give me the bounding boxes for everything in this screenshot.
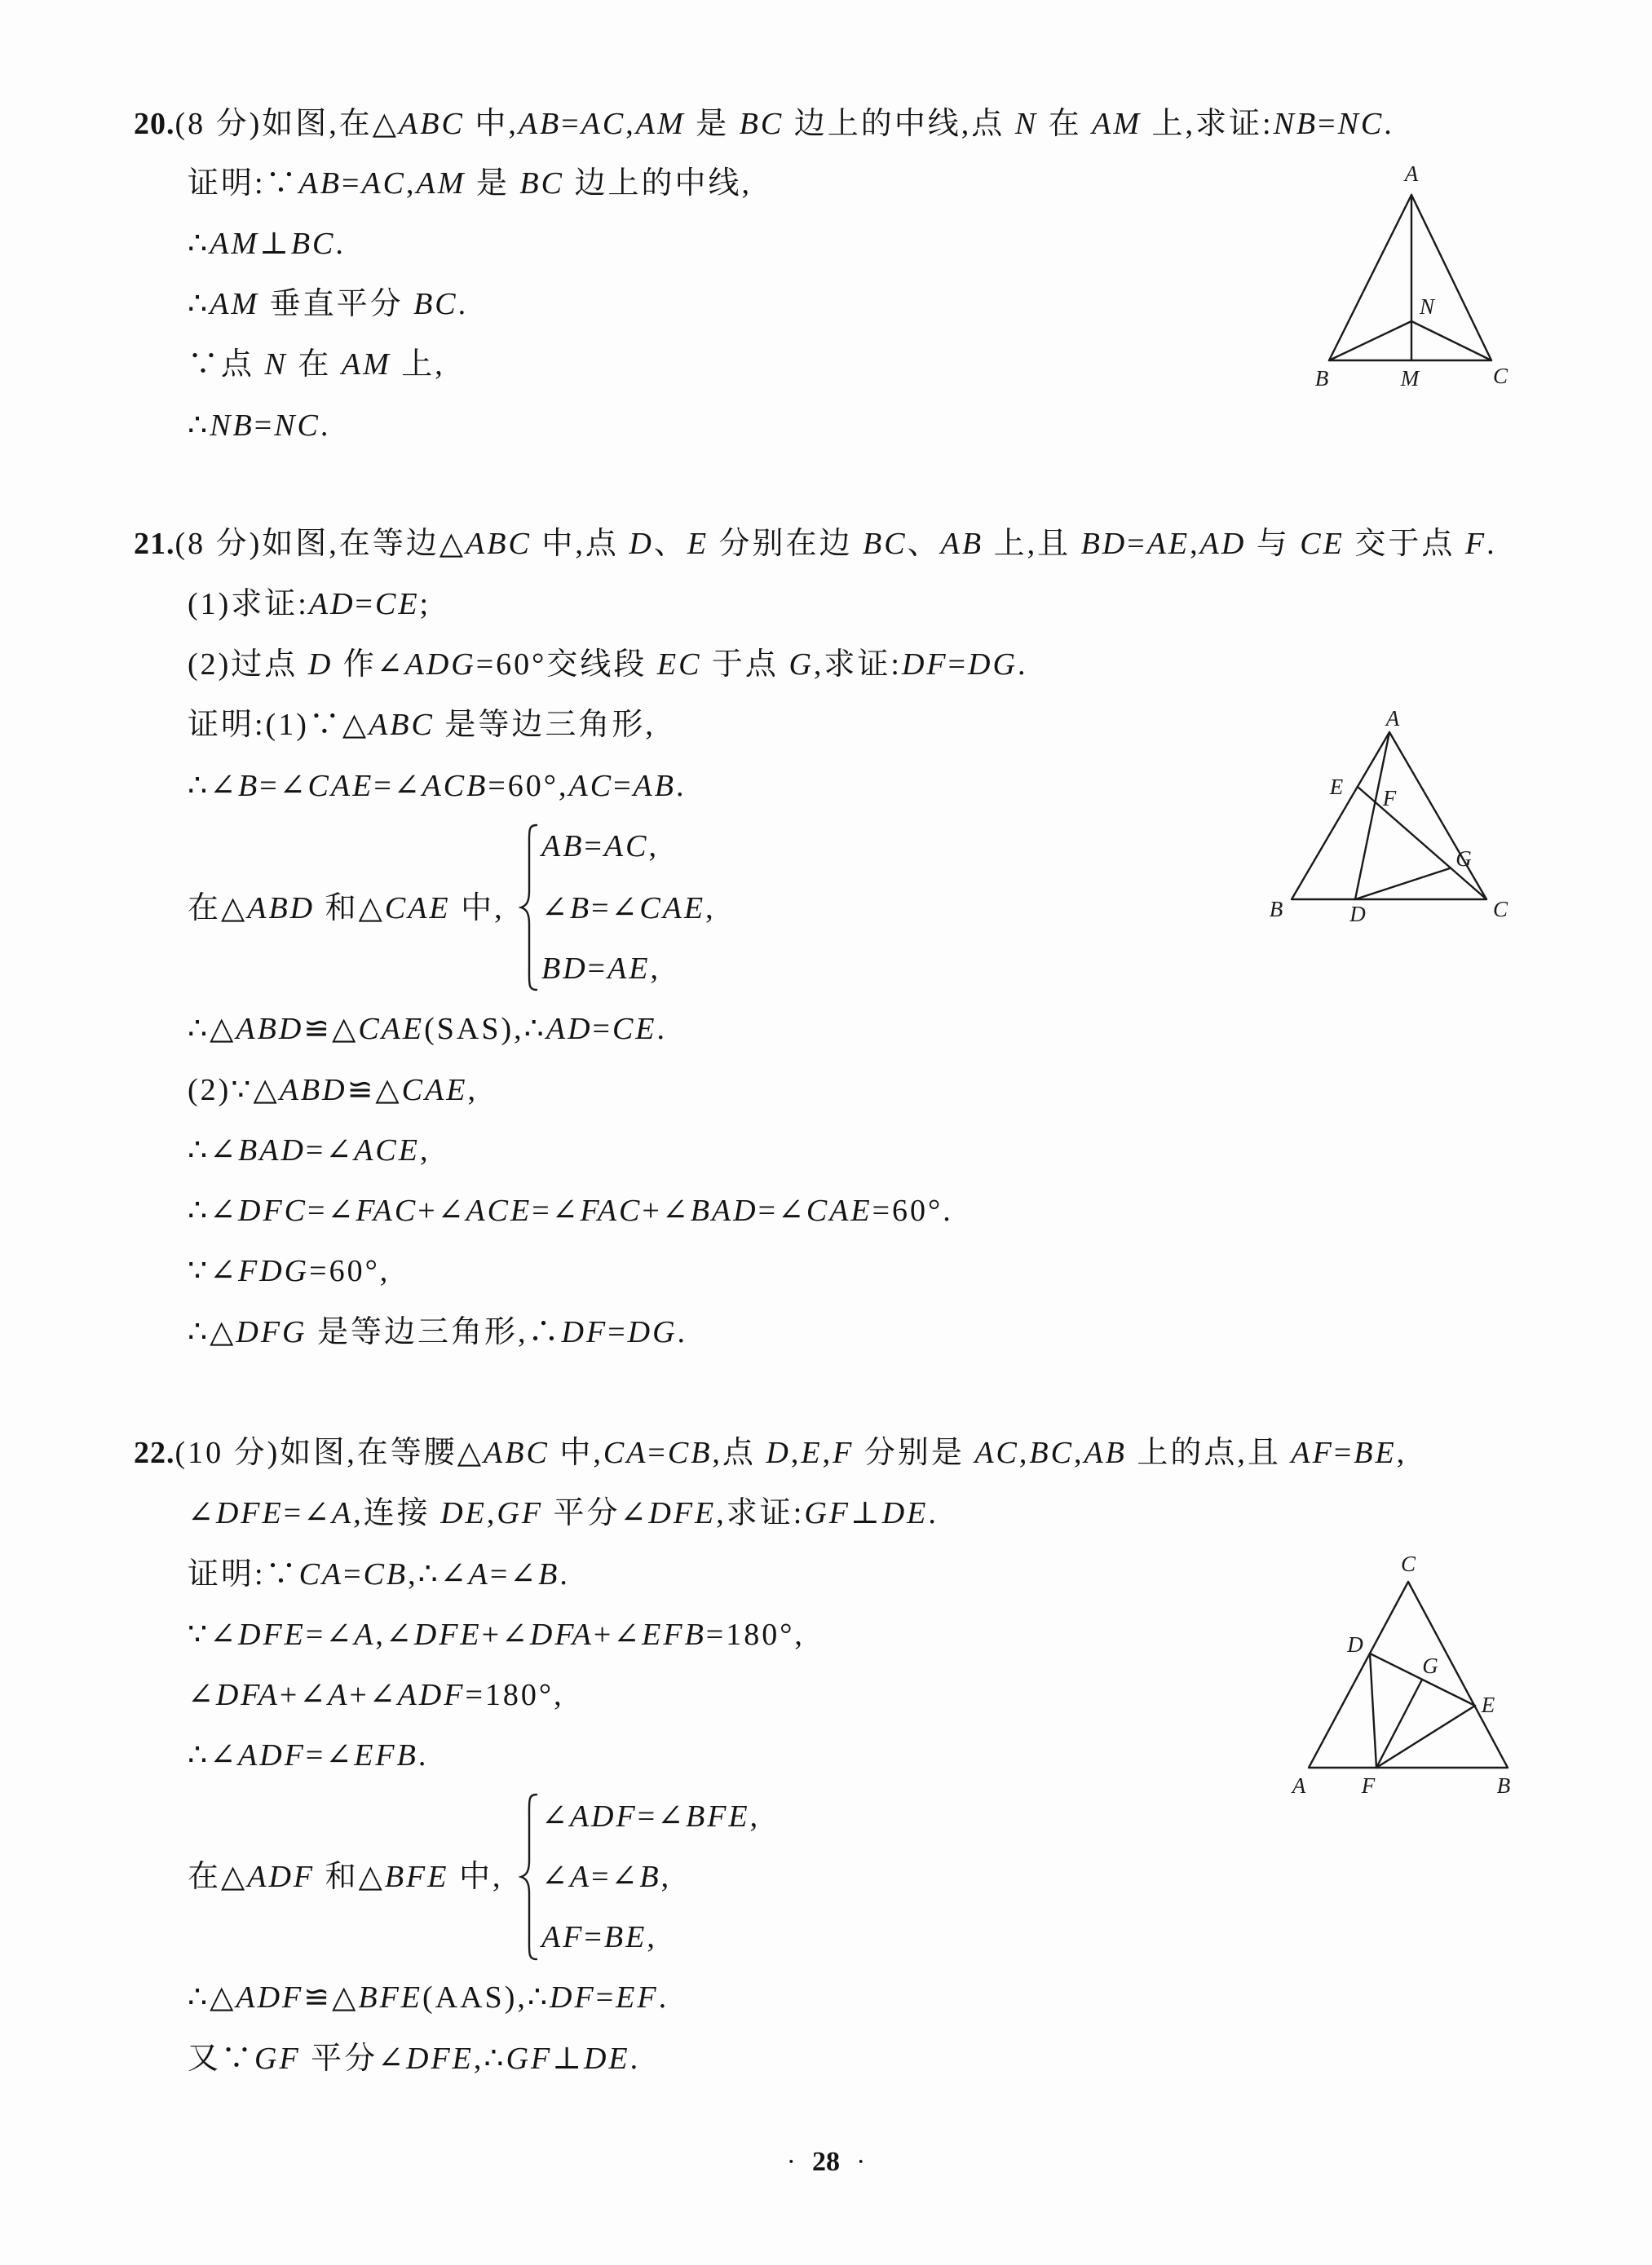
vertex-label-c: C <box>1400 1552 1416 1576</box>
point-label-g: G <box>1422 1653 1438 1678</box>
math-variable: DFE <box>215 1496 284 1530</box>
math-variable: N <box>264 347 288 382</box>
point-label-e: E <box>1329 775 1344 799</box>
math-variable: DFC <box>238 1194 308 1228</box>
math-variable: DG <box>968 647 1018 682</box>
triangle-abc <box>1329 195 1491 360</box>
math-variable: AB <box>518 107 562 141</box>
proof-line: ∵∠FDG=60°, <box>188 1254 391 1288</box>
system-condition: ∠A=∠B, <box>541 1860 672 1894</box>
problem-text: (10 分)如图,在等腰△ABC 中,CA=CB,点 D,E,F 分别是 AC,BC,AB 上的点,且 AF=BE, <box>174 1436 1407 1470</box>
math-variable: AD <box>308 587 356 621</box>
problem-22-stem <box>134 1423 1407 1483</box>
math-variable: DE <box>440 1496 487 1530</box>
math-variable: AF <box>1291 1436 1334 1470</box>
segment-ce <box>1358 787 1486 899</box>
proof-line: ∴NB=NC. <box>188 408 331 443</box>
problem-20-stem <box>134 94 1394 154</box>
math-variable: NB <box>1273 107 1319 141</box>
problem-number: 20. <box>134 107 175 141</box>
math-variable: CA <box>298 1557 344 1592</box>
math-variable: ABD <box>279 1073 347 1107</box>
math-variable: EC <box>656 647 702 682</box>
left-brace-icon <box>519 823 541 992</box>
math-variable: DF <box>550 1980 596 2015</box>
point-label-f: F <box>1382 786 1397 810</box>
math-variable: CAE <box>806 1194 872 1228</box>
problem-text-continued: ∠DFE=∠A,连接 DE,GF 平分∠DFE,求证:GF⊥DE. <box>188 1496 939 1530</box>
math-variable: GF <box>254 2042 301 2076</box>
math-variable: G <box>788 647 814 682</box>
math-variable: AB <box>541 829 585 863</box>
math-variable: D <box>629 527 654 561</box>
problem-number: 21. <box>134 527 175 561</box>
math-variable: B <box>538 1557 560 1592</box>
math-variable: A <box>468 1557 490 1592</box>
point-label-e: E <box>1481 1693 1495 1717</box>
proof-line: 证明:∵AB=AC,AM 是 BC 边上的中线, <box>188 166 752 201</box>
math-variable: DFA <box>529 1618 594 1652</box>
point-label-m: M <box>1400 366 1420 391</box>
page-number-dot: · <box>786 2147 796 2177</box>
math-variable: AD <box>546 1012 593 1046</box>
math-variable: DFE <box>648 1496 717 1530</box>
math-variable: BE <box>603 1920 647 1954</box>
page-number <box>0 2132 1652 2192</box>
math-variable: EFB <box>642 1618 706 1652</box>
math-variable: CAE <box>639 891 706 925</box>
math-variable: AF <box>541 1920 585 1954</box>
math-variable: BC <box>863 527 908 561</box>
math-variable: CAE <box>401 1073 468 1107</box>
segment-df <box>1370 1653 1376 1768</box>
math-variable: DE <box>583 2042 630 2076</box>
math-variable: NC <box>274 408 320 443</box>
math-variable: FAC <box>356 1194 418 1228</box>
math-variable: DF <box>901 647 948 682</box>
math-variable: AC <box>603 829 649 863</box>
math-variable: D <box>766 1436 791 1470</box>
math-variable: CAE <box>307 769 374 803</box>
math-variable: B <box>238 769 260 803</box>
math-variable: DFA <box>215 1678 280 1712</box>
math-variable: BC <box>290 227 336 261</box>
math-variable: ABC <box>466 527 532 561</box>
point-label-n: N <box>1419 294 1435 319</box>
proof-line: ∴∠ADF=∠EFB. <box>188 1738 429 1773</box>
math-variable: ABD <box>247 891 316 925</box>
proof-line: ∴△ADF≌△BFE(AAS),∴DF=EF. <box>188 1980 669 2015</box>
vertex-label-b: B <box>1496 1773 1511 1798</box>
page-number-value: 28 <box>812 2147 840 2177</box>
math-variable: E <box>801 1436 823 1470</box>
proof-line: ∵∠DFE=∠A,∠DFE+∠DFA+∠EFB=180°, <box>188 1618 805 1652</box>
math-variable: CAE <box>384 891 451 925</box>
math-variable: CE <box>1300 527 1345 561</box>
math-variable: GF <box>506 2042 553 2076</box>
math-variable: AM <box>635 107 686 141</box>
segment-fe <box>1376 1706 1475 1768</box>
math-variable: BD <box>1080 527 1128 561</box>
math-variable: ADG <box>404 647 476 682</box>
math-variable: AC <box>581 107 626 141</box>
point-label-d: D <box>1349 902 1366 926</box>
problem-text: (8 分)如图,在等边△ABC 中,点 D、E 分别在边 BC、AB 上,且 BD=AE,AD 与 CE 交于点 F. <box>174 527 1497 561</box>
proof-line: ∴△ABD≌△CAE(SAS),∴AD=CE. <box>188 1012 668 1046</box>
proof-line: ∴AM⊥BC. <box>188 227 346 261</box>
math-variable: F <box>833 1436 855 1470</box>
math-variable: ABC <box>484 1436 550 1470</box>
vertex-label-a: A <box>1404 161 1419 186</box>
math-variable: D <box>307 647 333 682</box>
math-variable: DFE <box>238 1618 306 1652</box>
problem-number: 22. <box>134 1436 175 1470</box>
math-variable: DFG <box>236 1315 307 1349</box>
figure-21-equilateral-triangle <box>1260 697 1521 934</box>
math-variable: A <box>332 1496 354 1530</box>
vertex-label-a: A <box>1385 706 1400 731</box>
vertex-label-b: B <box>1269 897 1283 921</box>
segment-nb <box>1329 321 1411 360</box>
page-number-dot: · <box>856 2147 866 2177</box>
system-condition: ∠ADF=∠BFE, <box>541 1799 761 1834</box>
point-label-f: F <box>1361 1773 1376 1798</box>
math-variable: BC <box>1029 1436 1074 1470</box>
math-variable: GF <box>497 1496 544 1530</box>
math-variable: B <box>639 1860 661 1894</box>
math-variable: CA <box>603 1436 648 1470</box>
proof-line: ∵点 N 在 AM 上, <box>188 347 445 382</box>
math-variable: A <box>328 1678 350 1712</box>
proof-line: (2)∵△ABD≌△CAE, <box>188 1073 478 1107</box>
math-variable: EFB <box>354 1738 418 1773</box>
point-label-g: G <box>1455 846 1472 871</box>
math-variable: BAD <box>690 1194 758 1228</box>
proof-line: ∴∠DFC=∠FAC+∠ACE=∠FAC+∠BAD=∠CAE=60°. <box>188 1194 953 1228</box>
math-variable: BC <box>739 107 784 141</box>
math-variable: EF <box>616 1980 659 2015</box>
math-variable: AC <box>361 166 406 201</box>
proof-line: 证明:∵CA=CB,∴∠A=∠B. <box>188 1557 570 1592</box>
math-variable: ABC <box>399 107 465 141</box>
math-variable: BAD <box>238 1133 306 1168</box>
proof-line: ∴△DFG 是等边三角形,∴DF=DG. <box>188 1315 688 1349</box>
math-variable: DG <box>627 1315 678 1349</box>
math-variable: AB <box>298 166 342 201</box>
system-intro: 在△ABD 和△CAE 中, <box>188 891 505 925</box>
math-variable: CB <box>363 1557 409 1592</box>
problem-text: (8 分)如图,在△ABC 中,AB=AC,AM 是 BC 边上的中线,点 N 在 AM 上,求证:NB=NC. <box>174 107 1394 141</box>
triangle-abc <box>1309 1582 1508 1768</box>
vertex-label-a: A <box>1292 1773 1306 1798</box>
math-variable: CAE <box>358 1012 425 1046</box>
math-variable: AC <box>974 1436 1019 1470</box>
system-intro: 在△ADF 和△BFE 中, <box>188 1860 503 1894</box>
math-variable: AM <box>210 227 260 261</box>
math-variable: FAC <box>580 1194 643 1228</box>
math-variable: A <box>354 1618 376 1652</box>
math-variable: ACE <box>354 1133 420 1168</box>
math-variable: AE <box>607 951 651 986</box>
question-part-1: (1)求证:AD=CE; <box>188 587 431 621</box>
question-part-2: (2)过点 D 作∠ADG=60°交线段 EC 于点 G,求证:DF=DG. <box>188 647 1028 682</box>
math-variable: ABD <box>236 1012 304 1046</box>
math-variable: AC <box>568 769 614 803</box>
math-variable: AM <box>210 287 260 321</box>
math-variable: B <box>569 891 592 925</box>
math-variable: ADF <box>569 1799 638 1834</box>
system-condition: AB=AC, <box>541 829 659 863</box>
segment-nc <box>1411 321 1491 360</box>
vertex-label-c: C <box>1492 897 1508 921</box>
proof-line: 又∵GF 平分∠DFE,∴GF⊥DE. <box>188 2042 641 2076</box>
math-variable: ACE <box>466 1194 532 1228</box>
math-variable: AB <box>633 769 676 803</box>
math-variable: BE <box>1354 1436 1397 1470</box>
math-variable: CE <box>612 1012 657 1046</box>
segment-ad <box>1355 732 1389 899</box>
math-variable: NB <box>210 408 254 443</box>
math-variable: DFE <box>406 2042 474 2076</box>
math-variable: ADF <box>247 1860 316 1894</box>
math-variable: A <box>569 1860 592 1894</box>
math-variable: FDG <box>238 1254 310 1288</box>
system-condition: ∠B=∠CAE, <box>541 891 716 925</box>
math-variable: ADF <box>238 1738 306 1773</box>
math-variable: AD <box>1199 527 1247 561</box>
math-variable: ACB <box>422 769 488 803</box>
proof-line: ∴∠BAD=∠ACE, <box>188 1133 431 1168</box>
proof-line: 证明:(1)∵△ABC 是等边三角形, <box>188 708 656 742</box>
math-variable: BD <box>541 951 588 986</box>
system-condition: AF=BE, <box>541 1920 657 1954</box>
math-variable: CE <box>374 587 420 621</box>
math-variable: BFE <box>686 1799 750 1834</box>
segment-dg <box>1355 868 1450 899</box>
math-variable: AM <box>341 347 391 382</box>
math-variable: GF <box>804 1496 850 1530</box>
math-variable: DE <box>881 1496 929 1530</box>
figure-20-triangle <box>1296 155 1533 400</box>
point-label-d: D <box>1347 1632 1363 1657</box>
math-variable: BFE <box>358 1980 422 2015</box>
math-variable: F <box>1464 527 1487 561</box>
proof-line: ∠DFA+∠A+∠ADF=180°, <box>188 1678 564 1712</box>
left-brace-icon <box>519 1792 541 1962</box>
proof-line: ∴∠B=∠CAE=∠ACB=60°,AC=AB. <box>188 769 687 803</box>
figure-22-isosceles-triangle <box>1280 1541 1525 1802</box>
math-variable: DFE <box>413 1618 482 1652</box>
math-variable: BC <box>519 166 564 201</box>
vertex-label-b: B <box>1314 366 1329 391</box>
math-variable: CB <box>667 1436 713 1470</box>
vertex-label-c: C <box>1492 364 1508 388</box>
math-variable: AM <box>1092 107 1142 141</box>
math-variable: NC <box>1337 107 1385 141</box>
math-variable: DF <box>561 1315 608 1349</box>
proof-line: ∴AM 垂直平分 BC. <box>188 287 469 321</box>
math-variable: AM <box>416 166 466 201</box>
math-variable: ADF <box>236 1980 304 2015</box>
math-variable: BFE <box>384 1860 449 1894</box>
math-variable: ADF <box>397 1678 466 1712</box>
math-variable: AE <box>1146 527 1190 561</box>
problem-21-stem <box>134 514 1497 574</box>
math-variable: BC <box>413 287 458 321</box>
system-condition: BD=AE, <box>541 951 661 986</box>
math-variable: AB <box>1084 1436 1127 1470</box>
math-variable: ABC <box>369 708 435 742</box>
math-variable: N <box>1014 107 1039 141</box>
math-variable: AB <box>940 527 984 561</box>
math-variable: E <box>687 527 709 561</box>
